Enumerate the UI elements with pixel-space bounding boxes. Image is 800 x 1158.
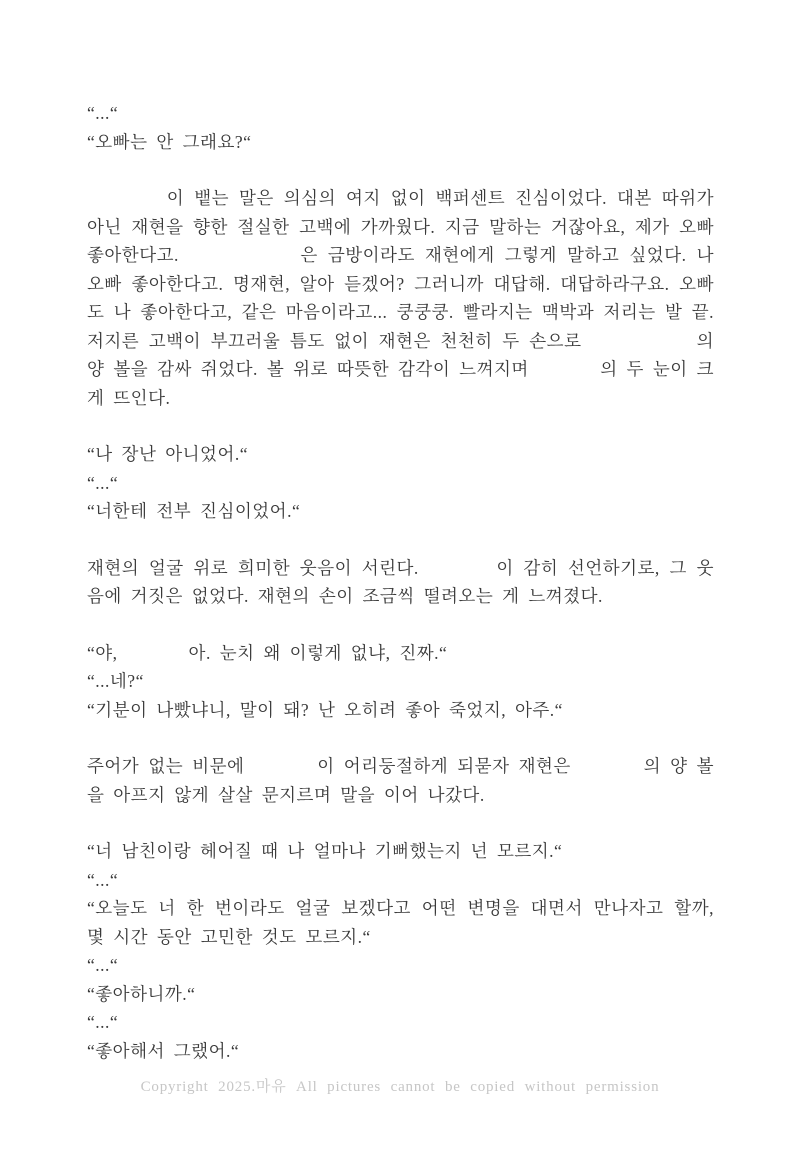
dialogue-line: “좋아하니까.“ — [87, 983, 196, 1004]
dialogue-line: “...“ — [87, 103, 119, 123]
dialogue-line: “...“ — [87, 869, 119, 890]
story-paragraph: 이 뱉는 말은 의심의 여지 없이 백퍼센트 진심이었다. 대본 따위가 아닌 재현을 향한 절실한 고백에 가까웠다. 지금 말하는 거잖아요, 제가 오빠 좋아한다고. 은 금방이라도 재현에게 그렇게 말하고 싶었다. 나 오빠 좋아한다고. 명재현, 알아 듣겠어? 그러니까 대답해. 대답하라구요. 오빠도 나 좋아한다고, 같은 마음이라고... 쿵쿵쿵. 빨라지는 맥박과 저리는 발 끝. 저지른 고백이 부끄러울 틈도 없이 재현은 천천히 두 손으로 의 양 볼을 감싸 쥐었다. 볼 위로 따뜻한 감각이 느껴지며 의 두 눈이 크게 뜨인다. — [87, 188, 714, 408]
dialogue-line: “...“ — [87, 1012, 119, 1032]
dialogue-line: “너 남친이랑 헤어질 때 나 얼마나 기뻐했는지 넌 모르지.“ — [87, 841, 563, 861]
dialogue-line: “나 장난 아니었어.“ — [87, 444, 248, 464]
dialogue-line: “야, 아. 눈치 왜 이렇게 없냐, 진짜.“ — [87, 642, 448, 663]
dialogue-line: “...“ — [87, 955, 119, 975]
story-paragraph: 재현의 얼굴 위로 희미한 웃음이 서린다. 이 감히 선언하기로, 그 웃음에 거짓은 없었다. 재현의 손이 조금씩 떨려오는 게 느껴졌다. — [87, 557, 714, 606]
story-paragraph: 주어가 없는 비문에 이 어리둥절하게 되묻자 재현은 의 양 볼을 아프지 않게 살살 문지르며 말을 이어 나갔다. — [87, 756, 714, 805]
dialogue-line: “오늘도 너 한 번이라도 얼굴 보겠다고 어떤 변명을 대면서 만나자고 할까, 몇 시간 동안 고민한 것도 모르지.“ — [87, 898, 714, 947]
dialogue-line: “좋아해서 그랬어.“ — [87, 1040, 240, 1061]
dialogue-line: “기분이 나빴냐니, 말이 돼? 난 오히려 좋아 죽었지, 아주.“ — [87, 699, 563, 720]
dialogue-line: “너한테 전부 진심이었어.“ — [87, 501, 301, 521]
copyright-notice: Copyright 2025.마유 All pictures cannot be copied without permission — [140, 1079, 660, 1095]
dialogue-line: “...네?“ — [87, 671, 144, 691]
dialogue-line: “오빠는 안 그래요?“ — [87, 131, 252, 152]
dialogue-line: “...“ — [87, 472, 119, 493]
